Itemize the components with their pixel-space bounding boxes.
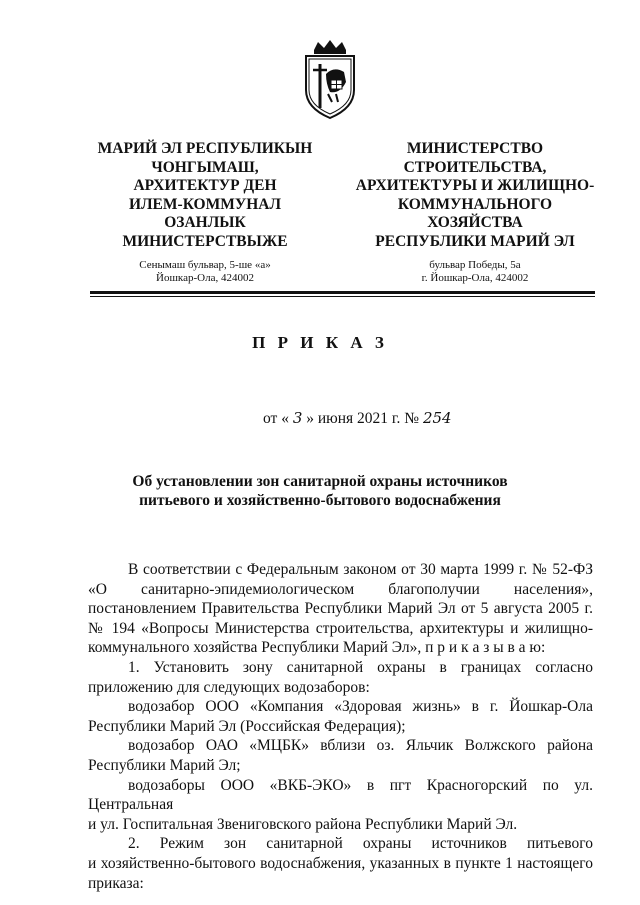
header-line: ЧОНГЫМАШ, [151,158,259,176]
subject-line: питьевого и хозяйственно-бытового водоснабжения [139,492,501,509]
header-line: СТРОИТЕЛЬСТВА, [403,158,547,176]
header-divider-thin [90,296,595,297]
address-line: Йошкар-Ола, 424002 [156,272,254,284]
body-line: 1. Установить зону санитарной охраны в границах согласно [128,658,593,676]
order-date [263,409,452,428]
order-number-handwritten: 254 [422,409,452,427]
order-subject [0,472,640,510]
body-line: приказа: [88,874,144,892]
address-russian [360,259,590,285]
address-line: г. Йошкар-Ола, 424002 [421,272,529,284]
address-line: бульвар Победы, 5а [429,259,521,271]
date-day-handwritten: 3 [292,409,303,427]
order-body [88,560,593,893]
header-line: АРХИТЕКТУРЫ И ЖИЛИЩНО- [355,177,595,194]
body-line: и ул. Госпитальная Звениговского района Республики Марий Эл. [88,815,518,833]
ministry-name-russian [340,140,610,251]
date-middle: » июня 2021 г. № [306,410,420,427]
body-line: постановлением Правительства Республики Марий Эл от 5 августа 2005 г. [88,600,593,618]
ministry-name-mari [75,140,335,251]
body-line: № 194 «Вопросы Министерства строительства, архитектуры и жилищно- [88,619,593,637]
header-line: АРХИТЕКТУР ДЕН [133,177,277,194]
body-line: Республики Марий Эл (Российская Федерация); [88,717,406,735]
header-line: ХОЗЯЙСТВА [427,214,523,231]
header-divider-thick [90,291,595,294]
header-line: ИЛЕМ-КОММУНАЛ [128,195,282,213]
body-line: коммунального хозяйства Республики Марий Эл», п р и к а з ы в а ю: [88,639,546,657]
document-title: П Р И К А З [252,333,388,352]
address-line: Сенымаш бульвар, 5-ше «а» [139,259,271,271]
body-line: водозабор ООО «Компания «Здоровая жизнь» в г. Йошкар-Ола [128,698,593,716]
body-line: 2. Режим зон санитарной охраны источников питьевого [128,835,593,853]
body-line: приложению для следующих водозаборов: [88,678,370,696]
header-line: МИНИСТЕРСТВО [406,140,544,157]
coat-of-arms-emblem [300,38,360,120]
body-line: водозаборы ООО «ВКБ-ЭКО» в пгт Красногорский по ул. Центральная [88,776,593,814]
header-line: КОММУНАЛЬНОГО [397,195,553,213]
body-line: и хозяйственно-бытового водоснабжения, указанных в пункте 1 настоящего [88,854,593,872]
body-line: В соответствии с Федеральным законом от 30 марта 1999 г. № 52-ФЗ [128,561,593,578]
header-line: МАРИЙ ЭЛ РЕСПУБЛИКЫН [97,140,313,157]
subject-line: Об установлении зон санитарной охраны источников [132,473,508,490]
body-line: водозабор ОАО «МЦБК» вблизи оз. Яльчик Волжского района [128,737,593,755]
date-prefix: от « [263,410,289,427]
body-line: «О санитарно-эпидемиологическом благополучии населения», [88,580,593,598]
header-line: ОЗАНЛЫК [164,214,246,231]
header-line: РЕСПУБЛИКИ МАРИЙ ЭЛ [375,232,575,250]
header-line: МИНИСТЕРСТВЫЖЕ [122,232,288,250]
body-line: Республики Марий Эл; [88,756,241,774]
address-mari [95,259,315,285]
